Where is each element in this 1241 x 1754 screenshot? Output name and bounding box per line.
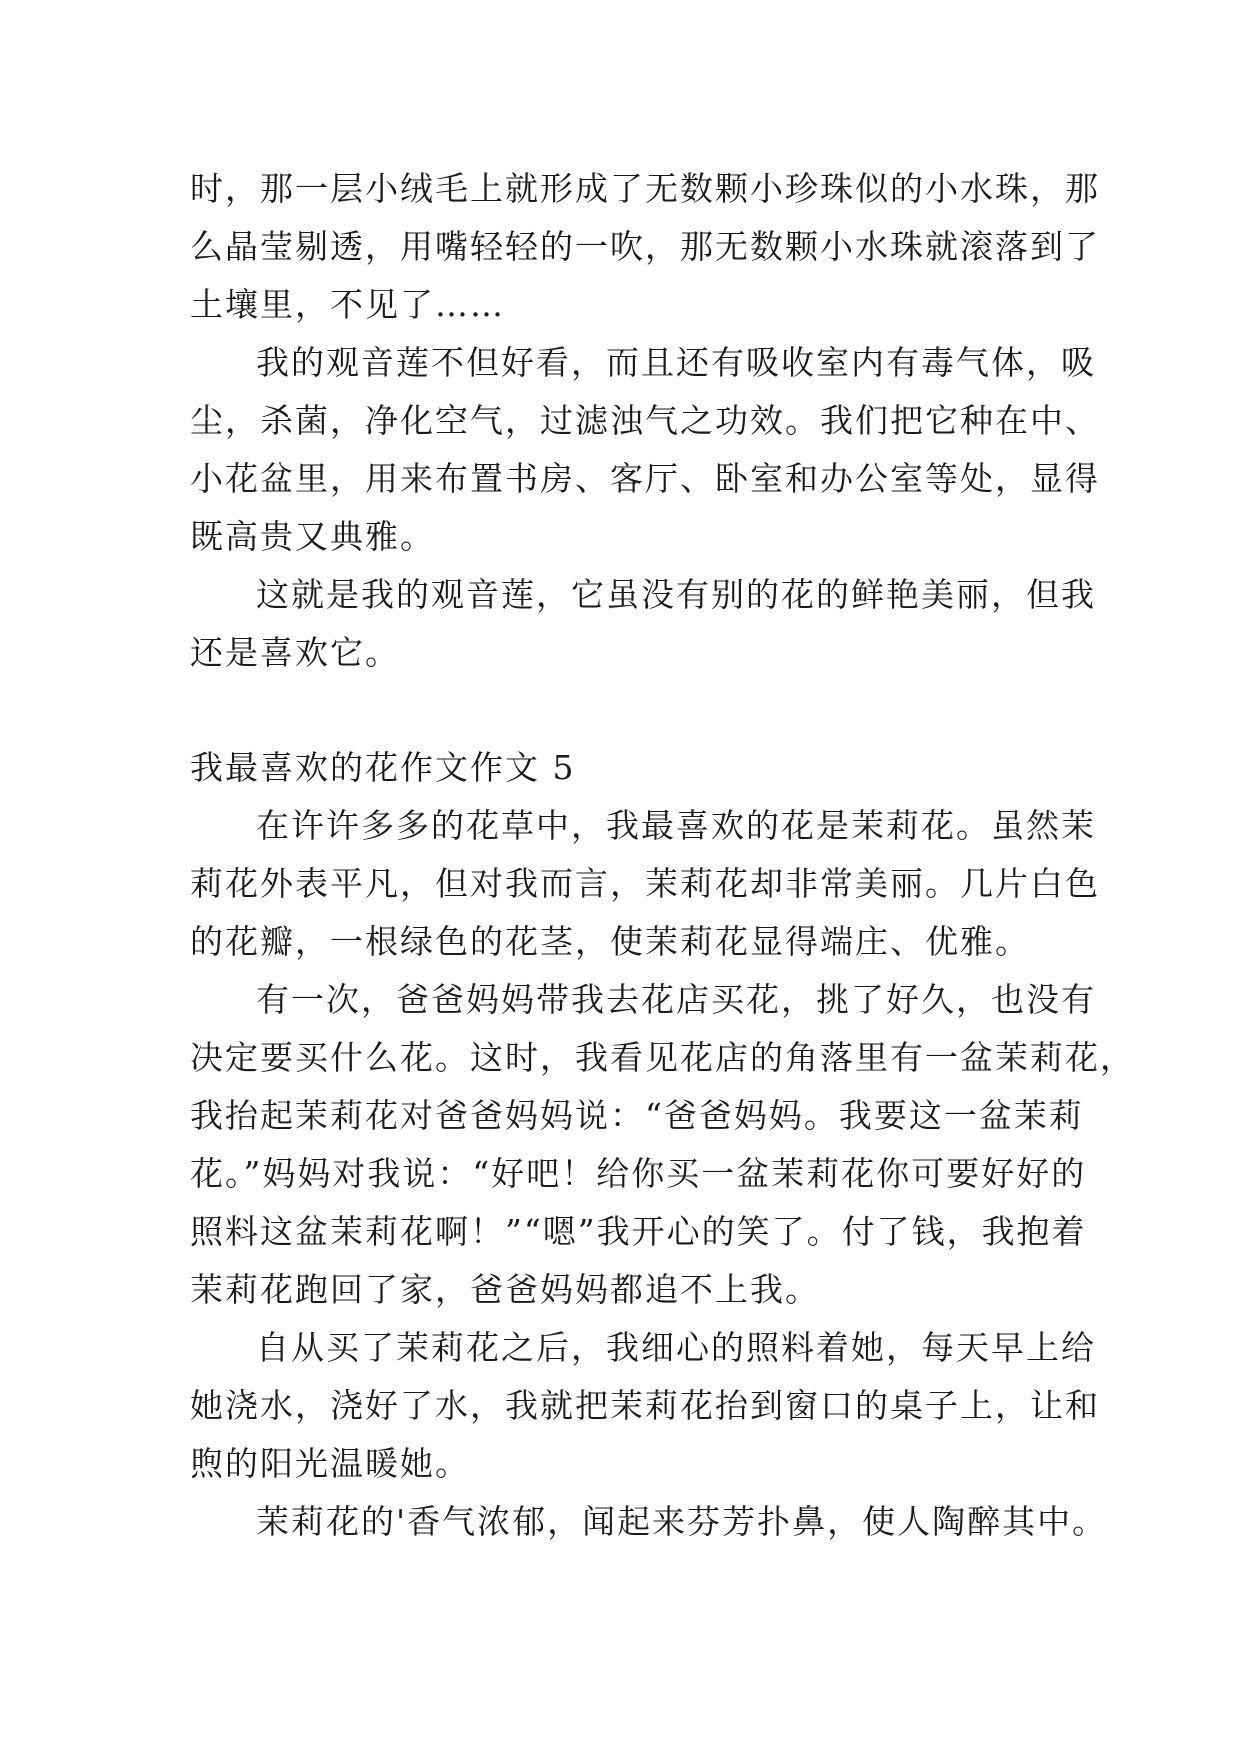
paragraph-line: 照料这盆茉莉花啊！”“嗯”我开心的笑了。付了钱，我抱着 — [190, 1212, 1087, 1251]
paragraph-line: 土壤里，不见了…… — [190, 285, 505, 324]
paragraph-line: 煦的阳光温暖她。 — [190, 1444, 470, 1483]
paragraph-line: 么晶莹剔透，用嘴轻轻的一吹，那无数颗小水珠就滚落到了 — [190, 227, 1100, 266]
paragraph-line: 我的观音莲不但好看，而且还有吸收室内有毒气体，吸 — [256, 343, 1096, 382]
paragraph-line: 有一次，爸爸妈妈带我去花店买花，挑了好久，也没有 — [256, 980, 1096, 1019]
paragraph-line: 莉花外表平凡，但对我而言，茉莉花却非常美丽。几片白色 — [190, 864, 1100, 903]
paragraph-line: 既高贵又典雅。 — [190, 517, 435, 556]
paragraph-line: 茉莉花的'香气浓郁，闻起来芬芳扑鼻，使人陶醉其中。 — [256, 1502, 1108, 1541]
section-heading: 我最喜欢的花作文作文 5 — [190, 748, 576, 787]
paragraph-line: 自从买了茉莉花之后，我细心的照料着她，每天早上给 — [256, 1328, 1096, 1367]
paragraph-line: 我抬起茉莉花对爸爸妈妈说：“爸爸妈妈。我要这一盆茉莉 — [190, 1096, 1084, 1135]
paragraph-line: 的花瓣，一根绿色的花茎，使茉莉花显得端庄、优雅。 — [190, 922, 1030, 961]
paragraph-line: 尘，杀菌，净化空气，过滤浊气之功效。我们把它种在中、 — [190, 401, 1100, 440]
section-spacer — [190, 682, 1070, 739]
paragraph-line: 在许许多多的花草中，我最喜欢的花是茉莉花。虽然茉 — [256, 806, 1096, 845]
paragraph-line: 这就是我的观音莲，它虽没有别的花的鲜艳美丽，但我 — [256, 575, 1096, 614]
paragraph-line: 茉莉花跑回了家，爸爸妈妈都追不上我。 — [190, 1270, 820, 1309]
paragraph-line: 小花盆里，用来布置书房、客厅、卧室和办公室等处，显得 — [190, 459, 1100, 498]
document-page — [190, 160, 1135, 1551]
paragraph-line: 时，那一层小绒毛上就形成了无数颗小珍珠似的小水珠，那 — [190, 169, 1100, 208]
paragraph-line: 决定要买什么花。这时，我看见花店的角落里有一盆茉莉花， — [190, 1038, 1135, 1077]
paragraph-line: 她浇水，浇好了水，我就把茉莉花抬到窗口的桌子上，让和 — [190, 1386, 1100, 1425]
paragraph-line: 花。”妈妈对我说：“好吧！给你买一盆茉莉花你可要好好的 — [190, 1154, 1087, 1193]
paragraph-line: 还是喜欢它。 — [190, 633, 400, 672]
